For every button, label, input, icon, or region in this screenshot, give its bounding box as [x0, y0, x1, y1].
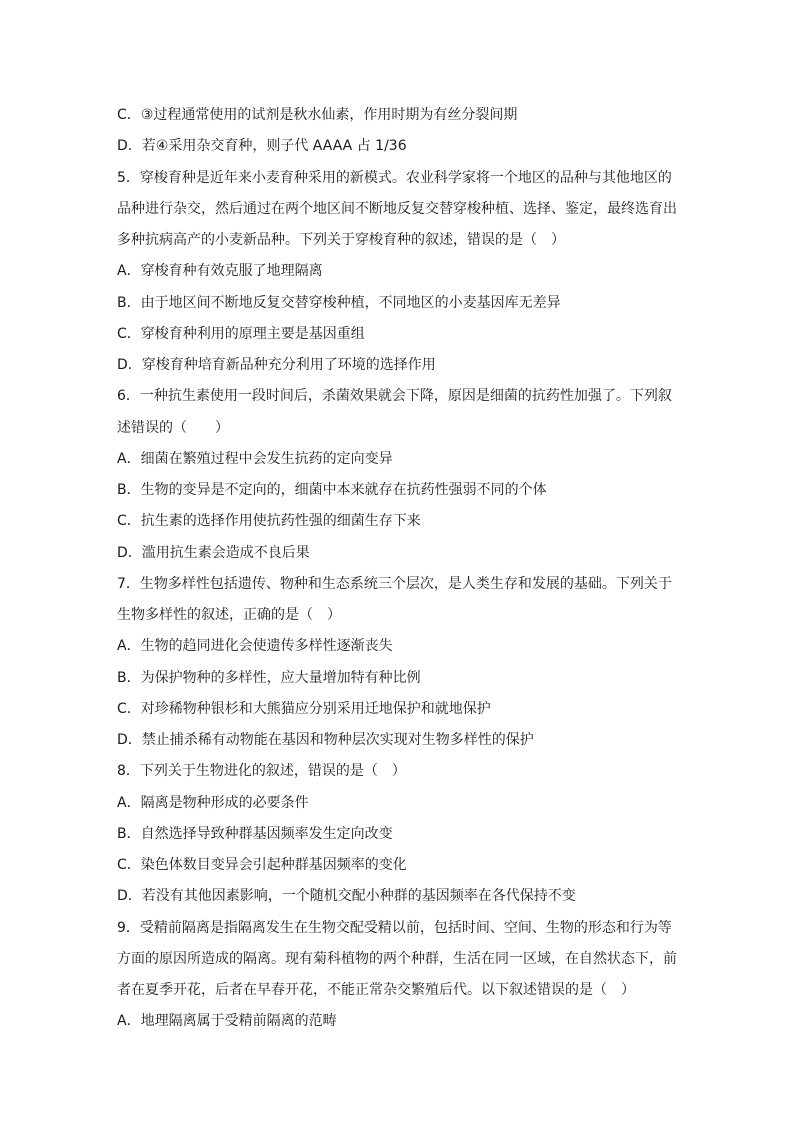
text-line: C．③过程通常使用的试剂是秋水仙素，作用时期为有丝分裂间期: [117, 107, 518, 123]
text-line: A．生物的趋同进化会使遗传多样性逐渐丧失: [117, 638, 393, 655]
text-line: A．隔离是物种形成的必要条件: [117, 794, 309, 811]
text-line: C．染色体数目变异会引起种群基因频率的变化: [117, 857, 407, 873]
text-line: B．自然选择导致种群基因频率发生定向改变: [117, 825, 393, 842]
text-line: D．若④采用杂交育种，则子代 AAAA 占 1/36: [117, 138, 407, 155]
text-line: 8．下列关于生物进化的叙述，错误的是（ ）: [117, 763, 406, 780]
text-line: B．为保护物种的多样性，应大量增加特有种比例: [117, 669, 421, 686]
text-line: A．地理隔离属于受精前隔离的范畴: [117, 1013, 337, 1030]
text-line: C．对珍稀物种银杉和大熊猫应分别采用迁地保护和就地保护: [117, 700, 491, 717]
document-page: [117, 100, 677, 1038]
text-line: B．由于地区间不断地反复交替穿梭种植，不同地区的小麦基因库无差异: [117, 294, 561, 311]
text-line: 述错误的（ ）: [117, 419, 229, 436]
text-line: 7．生物多样性包括遗传、物种和生态系统三个层次，是人类生存和发展的基础。下列关于: [117, 575, 672, 592]
text-line: B．生物的变异是不定向的，细菌中本来就存在抗药性强弱不同的个体: [117, 482, 547, 498]
text-line: 者在夏季开花，后者在早春开花，不能正常杂交繁殖后代。以下叙述错误的是（ ）: [117, 982, 635, 998]
text-line: A．穿梭育种有效克服了地理隔离: [117, 263, 323, 280]
text-line: 品种进行杂交，然后通过在两个地区间不断地反复交替穿梭种植、选择、鉴定，最终选育出: [117, 200, 677, 217]
text-line: A．细菌在繁殖过程中会发生抗药的定向变异: [117, 450, 393, 467]
text-line: D．滥用抗生素会造成不良后果: [117, 544, 310, 561]
text-line: 9．受精前隔离是指隔离发生在生物交配受精以前，包括时间、空间、生物的形态和行为等: [117, 919, 672, 936]
text-line: 生物多样性的叙述，正确的是（ ）: [117, 607, 341, 623]
text-line: 6．一种抗生素使用一段时间后，杀菌效果就会下降，原因是细菌的抗药性加强了。下列叙: [117, 388, 672, 405]
text-line: 多种抗病高产的小麦新品种。下列关于穿梭育种的叙述，错误的是（ ）: [117, 232, 565, 248]
text-line: C．穿梭育种利用的原理主要是基因重组: [117, 325, 365, 342]
text-line: C．抗生素的选择作用使抗药性强的细菌生存下来: [117, 513, 421, 530]
text-line: D．若没有其他因素影响，一个随机交配小种群的基因频率在各代保持不变: [117, 888, 576, 905]
text-line: 方面的原因所造成的隔离。现有菊科植物的两个种群，生活在同一区域，在自然状态下，前: [117, 950, 677, 967]
text-line: 5．穿梭育种是近年来小麦育种采用的新模式。农业科学家将一个地区的品种与其他地区的: [117, 169, 672, 186]
text-line: D．穿梭育种培育新品种充分利用了环境的选择作用: [117, 357, 436, 373]
text-line: D．禁止捕杀稀有动物能在基因和物种层次实现对生物多样性的保护: [117, 732, 534, 748]
